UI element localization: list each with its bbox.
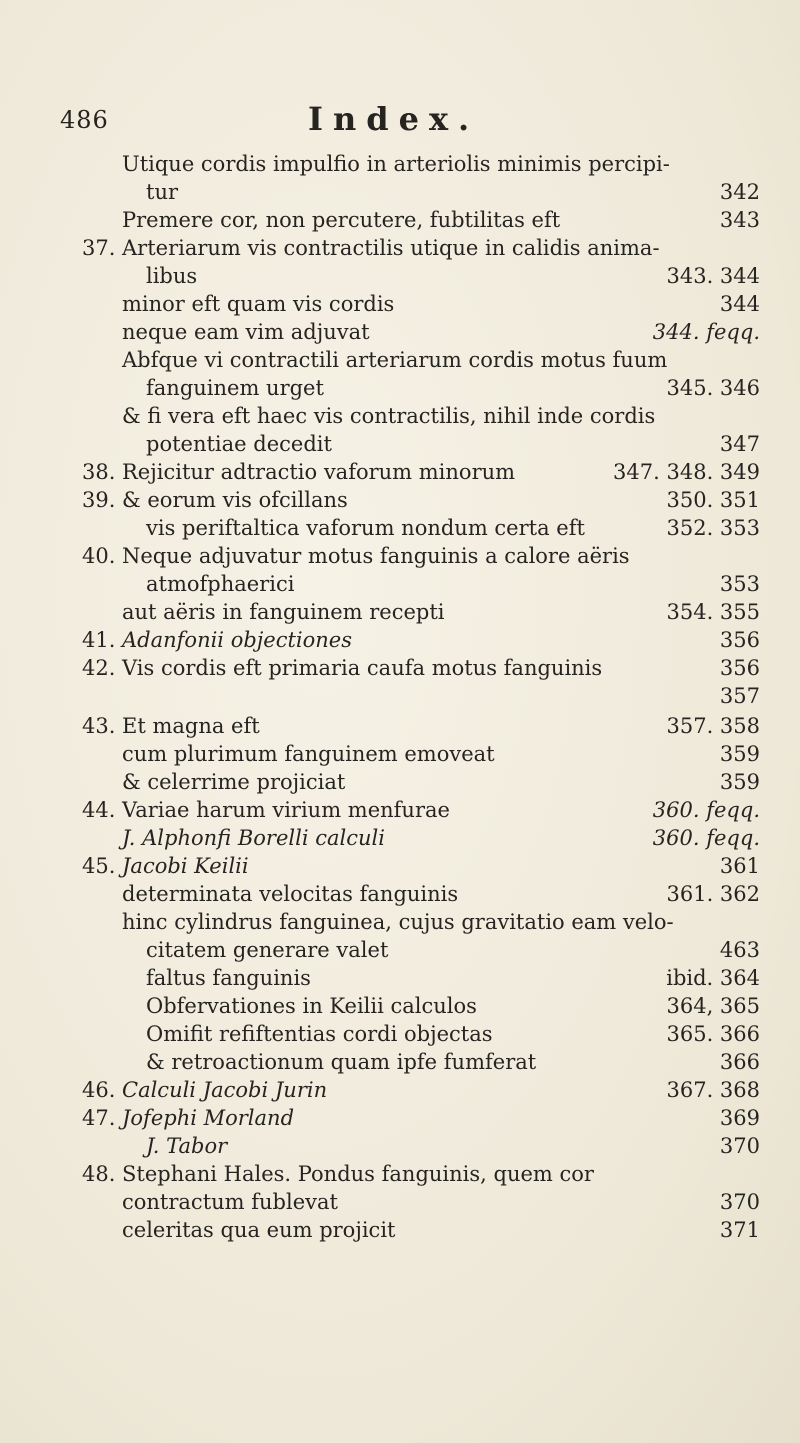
index-line: vis periftaltica vaforum nondum certa eft [146, 516, 585, 540]
running-title: Index. [308, 100, 480, 138]
index-line: 47. Jofephi Morland [82, 1106, 295, 1130]
index-line: libus [146, 264, 198, 288]
page-reference: 345. 346 [666, 376, 760, 400]
index-line: & retroactionum quam ipfe fumferat [146, 1050, 537, 1074]
page-reference: 364, 365 [666, 994, 760, 1018]
entry-number: 45. [82, 854, 116, 878]
index-line: Premere cor, non percutere, fubtilitas eft [122, 208, 561, 232]
index-line: neque eam vim adjuvat [122, 320, 370, 344]
page-number: 486 [60, 106, 109, 134]
page-reference: 361. 362 [666, 882, 760, 906]
entry-number: 41. [82, 628, 116, 652]
entry-number: 44. [82, 798, 116, 822]
page-reference: 347. 348. 349 [613, 460, 760, 484]
index-line: faltus fanguinis [146, 966, 311, 990]
index-line: 41. Adanfonii objectiones [82, 628, 353, 652]
index-line: hinc cylindrus fanguinea, cujus gravitatio eam velo- [122, 910, 674, 934]
index-line: Abfque vi contractili arteriarum cordis motus fuum [122, 348, 668, 372]
index-line: 38. Rejicitur adtractio vaforum minorum [82, 460, 516, 484]
page-reference: 359 [719, 742, 760, 766]
index-line: J. Alphonfi Borelli calculi [122, 826, 385, 850]
index-line: & celerrime projiciat [122, 770, 346, 794]
page-reference: 347 [719, 432, 760, 456]
entry-number: 40. [82, 544, 116, 568]
index-line: determinata velocitas fanguinis [122, 882, 459, 906]
page-reference: 370 [719, 1190, 760, 1214]
page-reference: 463 [719, 938, 760, 962]
index-line: 40. Neque adjuvatur motus fanguinis a calore aëris [82, 544, 630, 568]
index-line: minor eft quam vis cordis [122, 292, 395, 316]
index-line: tur [146, 180, 179, 204]
entry-number: 38. [82, 460, 116, 484]
page-reference: 343 [719, 208, 760, 232]
index-line: citatem generare valet [146, 938, 389, 962]
page-reference: 357 [719, 684, 760, 708]
page-reference: 343. 344 [666, 264, 760, 288]
index-line: 42. Vis cordis eft primaria caufa motus fanguinis [82, 656, 603, 680]
entry-number: 47. [82, 1106, 116, 1130]
index-line: cum plurimum fanguinem emoveat [122, 742, 495, 766]
page-reference: 357. 358 [666, 714, 760, 738]
entry-number: 48. [82, 1162, 116, 1186]
page-reference: 344. feqq. [652, 320, 760, 344]
entry-number: 43. [82, 714, 116, 738]
page-reference: 356 [719, 656, 760, 680]
index-line: aut aëris in fanguinem recepti [122, 600, 445, 624]
page-reference: 369 [719, 1106, 760, 1130]
index-line: celeritas qua eum projicit [122, 1218, 396, 1242]
index-line: atmofphaerici [146, 572, 295, 596]
index-line: contractum fublevat [122, 1190, 338, 1214]
index-line: Utique cordis impulfio in arteriolis minimis percipi- [122, 152, 670, 176]
index-line: & fi vera eft haec vis contractilis, nihil inde cordis [122, 404, 656, 428]
entry-number: 42. [82, 656, 116, 680]
index-line: Omifit refiftentias cordi objectas [146, 1022, 493, 1046]
index-line: J. Tabor [146, 1134, 228, 1158]
page-reference: 354. 355 [666, 600, 760, 624]
index-line: 44. Variae harum virium menfurae [82, 798, 450, 822]
page-reference: 365. 366 [666, 1022, 760, 1046]
page-reference: 371 [719, 1218, 760, 1242]
page-reference: 370 [719, 1134, 760, 1158]
page-reference: 356 [719, 628, 760, 652]
index-line: 43. Et magna eft [82, 714, 260, 738]
index-line: fanguinem urget [146, 376, 324, 400]
entry-number: 46. [82, 1078, 116, 1102]
page-reference: 360. feqq. [652, 826, 760, 850]
page-reference: 359 [719, 770, 760, 794]
page-reference: 344 [719, 292, 760, 316]
index-line: 48. Stephani Hales. Pondus fanguinis, quem cor [82, 1162, 594, 1186]
index-line: 45. Jacobi Keilii [82, 854, 249, 878]
index-line: 39. & eorum vis ofcillans [82, 488, 348, 512]
entry-number: 37. [82, 236, 116, 260]
page-reference: 342 [719, 180, 760, 204]
index-line: 37. Arteriarum vis contractilis utique in calidis anima- [82, 236, 660, 260]
page-reference: 353 [719, 572, 760, 596]
page-reference: 367. 368 [666, 1078, 760, 1102]
page-reference: 361 [719, 854, 760, 878]
page-reference: 360. feqq. [652, 798, 760, 822]
page-reference: ibid. 364 [666, 966, 760, 990]
page-reference: 366 [719, 1050, 760, 1074]
index-line: Obfervationes in Keilii calculos [146, 994, 477, 1018]
entry-number: 39. [82, 488, 116, 512]
page-reference: 352. 353 [666, 516, 760, 540]
index-line: 46. Calculi Jacobi Jurin [82, 1078, 328, 1102]
index-line: potentiae decedit [146, 432, 332, 456]
page-reference: 350. 351 [666, 488, 760, 512]
